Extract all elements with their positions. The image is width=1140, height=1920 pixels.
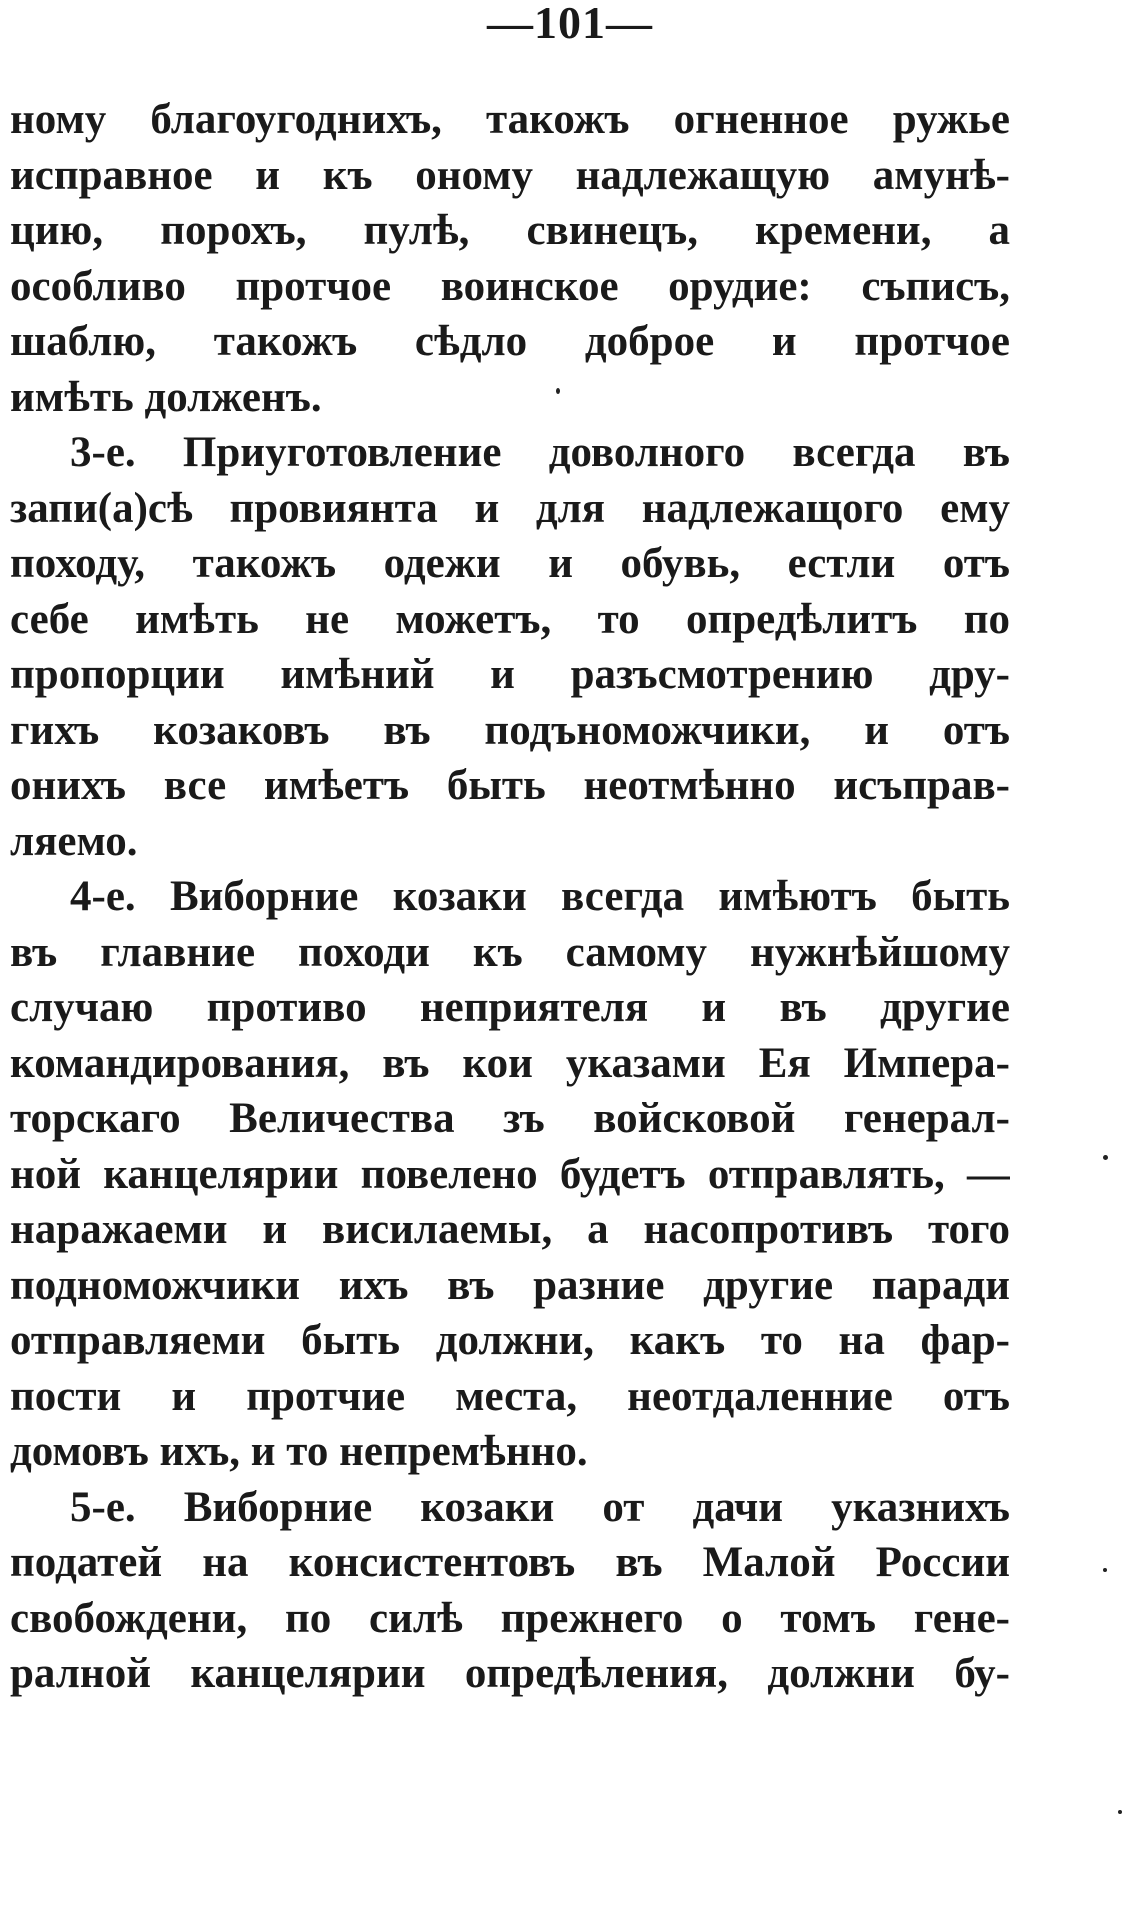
text-line: ному благоугоднихъ, такожъ огненное ружье (10, 96, 1010, 143)
paragraph-3-start: 3-е. Приуготовление доволного всегда въ (70, 429, 1010, 476)
text-line: пропорции имѣний и разъсмотрению дру- (10, 651, 1010, 698)
page-number: —101— (487, 0, 653, 48)
ink-speck (1103, 1155, 1108, 1160)
text-line: торскаго Величества зъ войсковой генерал- (10, 1095, 1010, 1142)
text-line: отправляеми быть должни, какъ то на фар- (10, 1317, 1010, 1364)
text-line: гихъ козаковъ въ подъноможчики, и отъ (10, 706, 1010, 754)
text-line: цию, порохъ, пулѣ, свинецъ, кремени, а (10, 207, 1010, 254)
text-line: походу, такожъ одежи и обувь, естли отъ (10, 540, 1010, 587)
text-line: исправное и къ оному надлежащую амунѣ- (10, 151, 1010, 199)
text-line: пости и протчие места, неотдаленние отъ (10, 1372, 1010, 1420)
body-text (10, 92, 1010, 1702)
text-line: домовъ ихъ, и то непремѣнно. (10, 1428, 588, 1475)
ink-speck (556, 388, 560, 394)
text-line: имѣть долженъ. (10, 373, 322, 421)
text-line: податей на консистентовъ въ Малой России (10, 1539, 1010, 1586)
text-line: случаю противо неприятеля и въ другие (10, 984, 1010, 1031)
text-line: ралной канцелярии опредѣления, должни бу- (10, 1650, 1010, 1697)
text-line: онихъ все имѣетъ быть неотмѣнно исъправ- (10, 762, 1010, 809)
text-line: наражаеми и висилаемы, а насопротивъ того (10, 1206, 1010, 1253)
paragraph-4-start: 4-е. Виборние козаки всегда имѣютъ быть (70, 873, 1010, 920)
text-line: ной канцелярии повелено будетъ отправлять, — (10, 1150, 1010, 1198)
text-line: въ главние походи къ самому нужнѣйшому (10, 928, 1010, 976)
text-line: себе имѣть не можетъ, то опредѣлитъ по (10, 595, 1010, 643)
paragraph-5-start: 5-е. Виборние козаки от дачи указнихъ (70, 1483, 1010, 1531)
text-line: шаблю, такожъ сѣдло доброе и протчое (10, 318, 1010, 365)
text-line: подноможчики ихъ въ разние другие паради (10, 1261, 1010, 1309)
text-line: командирования, въ кои указами Ея Импера- (10, 1039, 1010, 1087)
ink-speck (1118, 1810, 1122, 1814)
text-line: ляемо. (10, 817, 138, 865)
text-line: свобождени, по силѣ прежнего о томъ гене- (10, 1594, 1010, 1642)
text-line: запи(а)сѣ провиянта и для надлежащого ему (10, 484, 1010, 532)
text-line: особливо протчое воинское орудие: съписъ, (10, 262, 1010, 310)
ink-speck (1103, 1568, 1107, 1572)
